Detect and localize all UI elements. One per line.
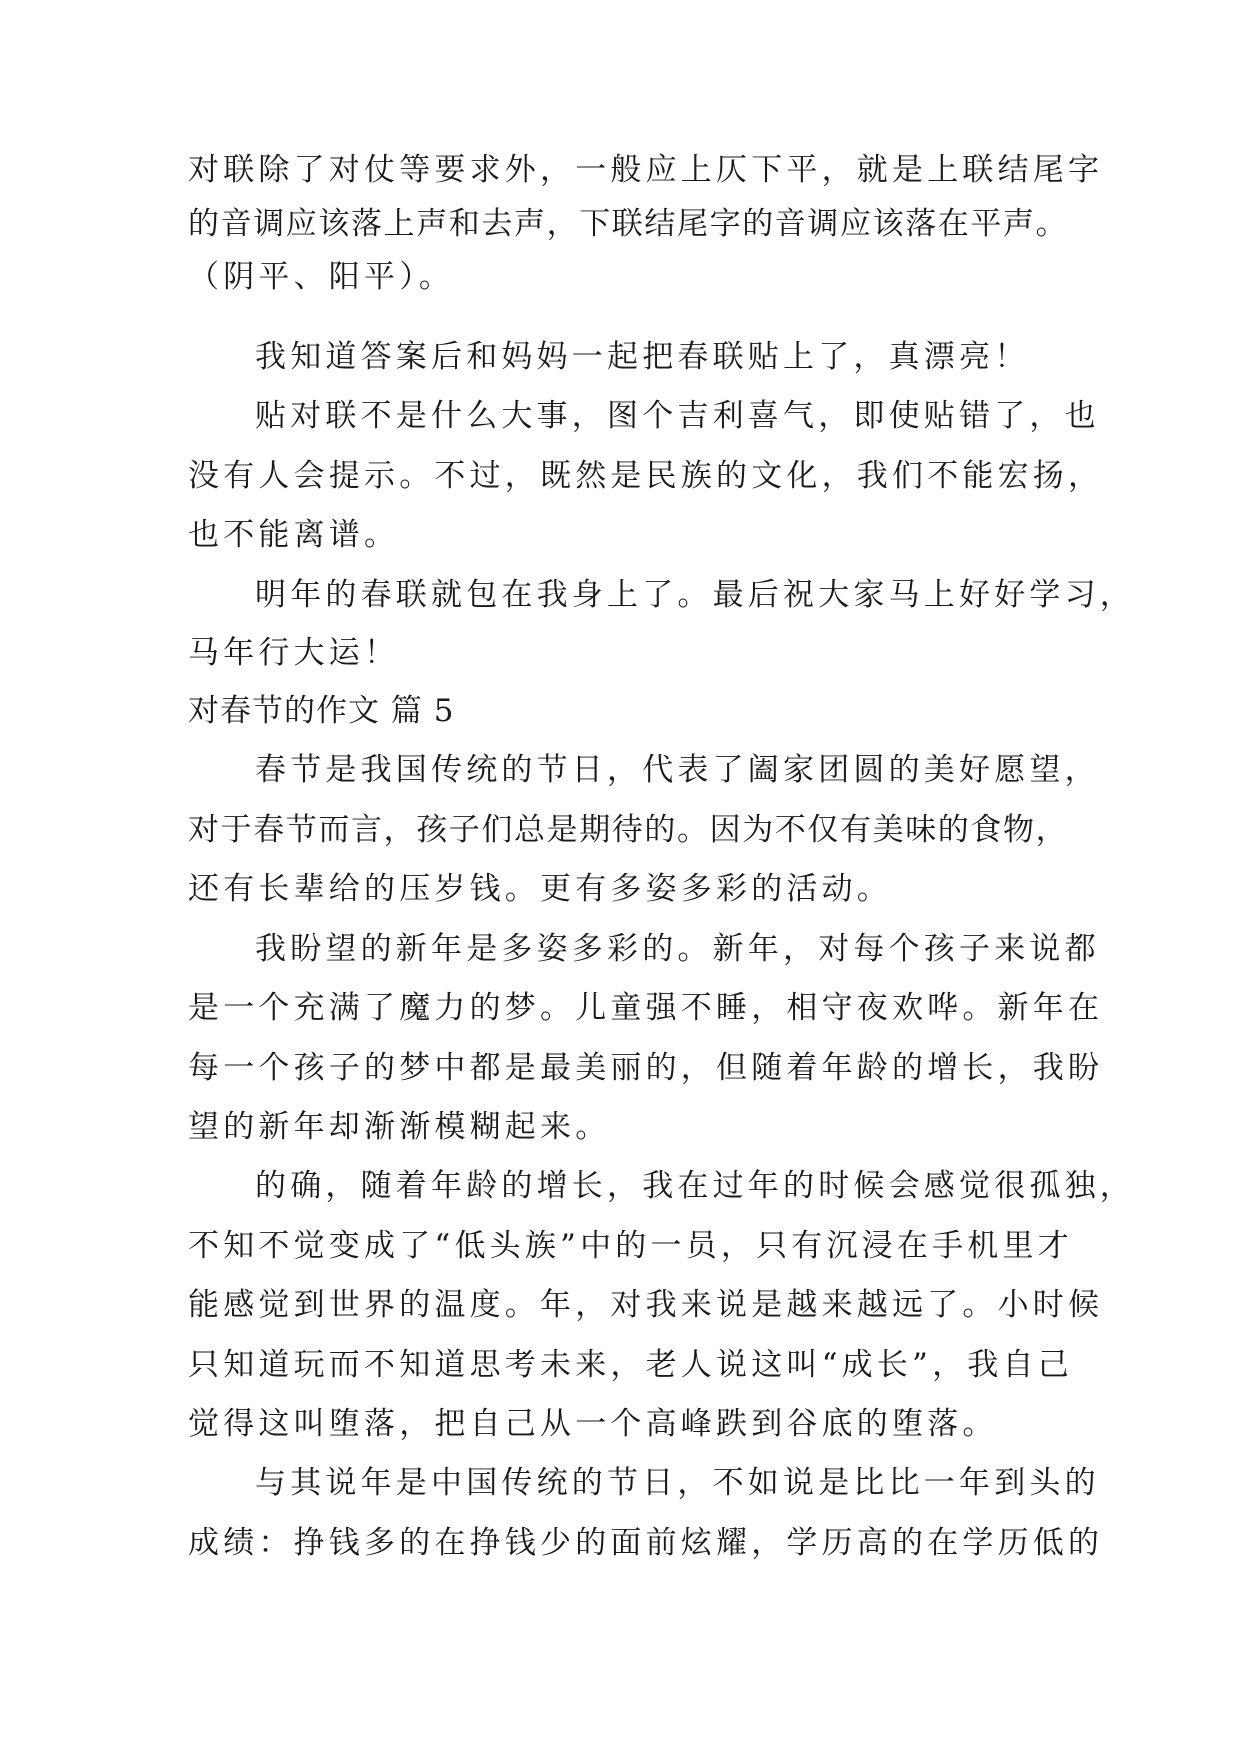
text-line: 每一个孩子的梦中都是最美丽的，但随着年龄的增长，我盼	[188, 1050, 1104, 1086]
text-line: 也不能离谱。	[188, 517, 400, 553]
text-line: 没有人会提示。不过，既然是民族的文化，我们不能宏扬，	[188, 458, 1104, 494]
text-line: 是一个充满了魔力的梦。儿童强不睡，相守夜欢哗。新年在	[188, 990, 1104, 1026]
text-line: 的音调应该落上声和去声，下联结尾字的音调应该落在平声。	[188, 206, 1069, 242]
text-line: 对联除了对仗等要求外，一般应上仄下平，就是上联结尾字	[188, 152, 1104, 188]
text-line: 对于春节而言，孩子们总是期待的。因为不仅有美味的食物，	[188, 812, 1069, 848]
paragraph-start: 春节是我国传统的节日，代表了阖家团圆的美好愿望，	[255, 752, 1100, 788]
paragraph-start: 我盼望的新年是多姿多彩的。新年，对每个孩子来说都	[255, 931, 1100, 967]
paragraph-start: 的确，随着年龄的增长，我在过年的时候会感觉很孤独，	[255, 1168, 1135, 1204]
paragraph-start: 贴对联不是什么大事，图个吉利喜气，即使贴错了，也	[255, 398, 1100, 434]
text-line: 马年行大运！	[188, 635, 400, 671]
text-line: 还有长辈给的压岁钱。更有多姿多彩的活动。	[188, 871, 892, 907]
text-line: 望的新年却渐渐模糊起来。	[188, 1109, 611, 1145]
text-line: 不知不觉变成了“低头族”中的一员，只有沉浸在手机里才	[188, 1228, 1073, 1264]
paragraph-start: 明年的春联就包在我身上了。最后祝大家马上好好学习，	[255, 577, 1135, 613]
text-line: 只知道玩而不知道思考未来，老人说这叫“成长”，我自己	[188, 1347, 1073, 1383]
paragraph-start: 我知道答案后和妈妈一起把春联贴上了，真漂亮！	[255, 339, 1030, 375]
section-heading: 对春节的作文 篇 5	[188, 693, 455, 729]
paragraph-start: 与其说年是中国传统的节日，不如说是比比一年到头的	[255, 1465, 1100, 1501]
text-line: 觉得这叫堕落，把自己从一个高峰跌到谷底的堕落。	[188, 1406, 998, 1442]
text-line: 能感觉到世界的温度。年，对我来说是越来越远了。小时候	[188, 1287, 1104, 1323]
text-line: 成绩：挣钱多的在挣钱少的面前炫耀，学历高的在学历低的	[188, 1525, 1104, 1561]
text-line: （阴平、阳平）。	[188, 259, 455, 295]
